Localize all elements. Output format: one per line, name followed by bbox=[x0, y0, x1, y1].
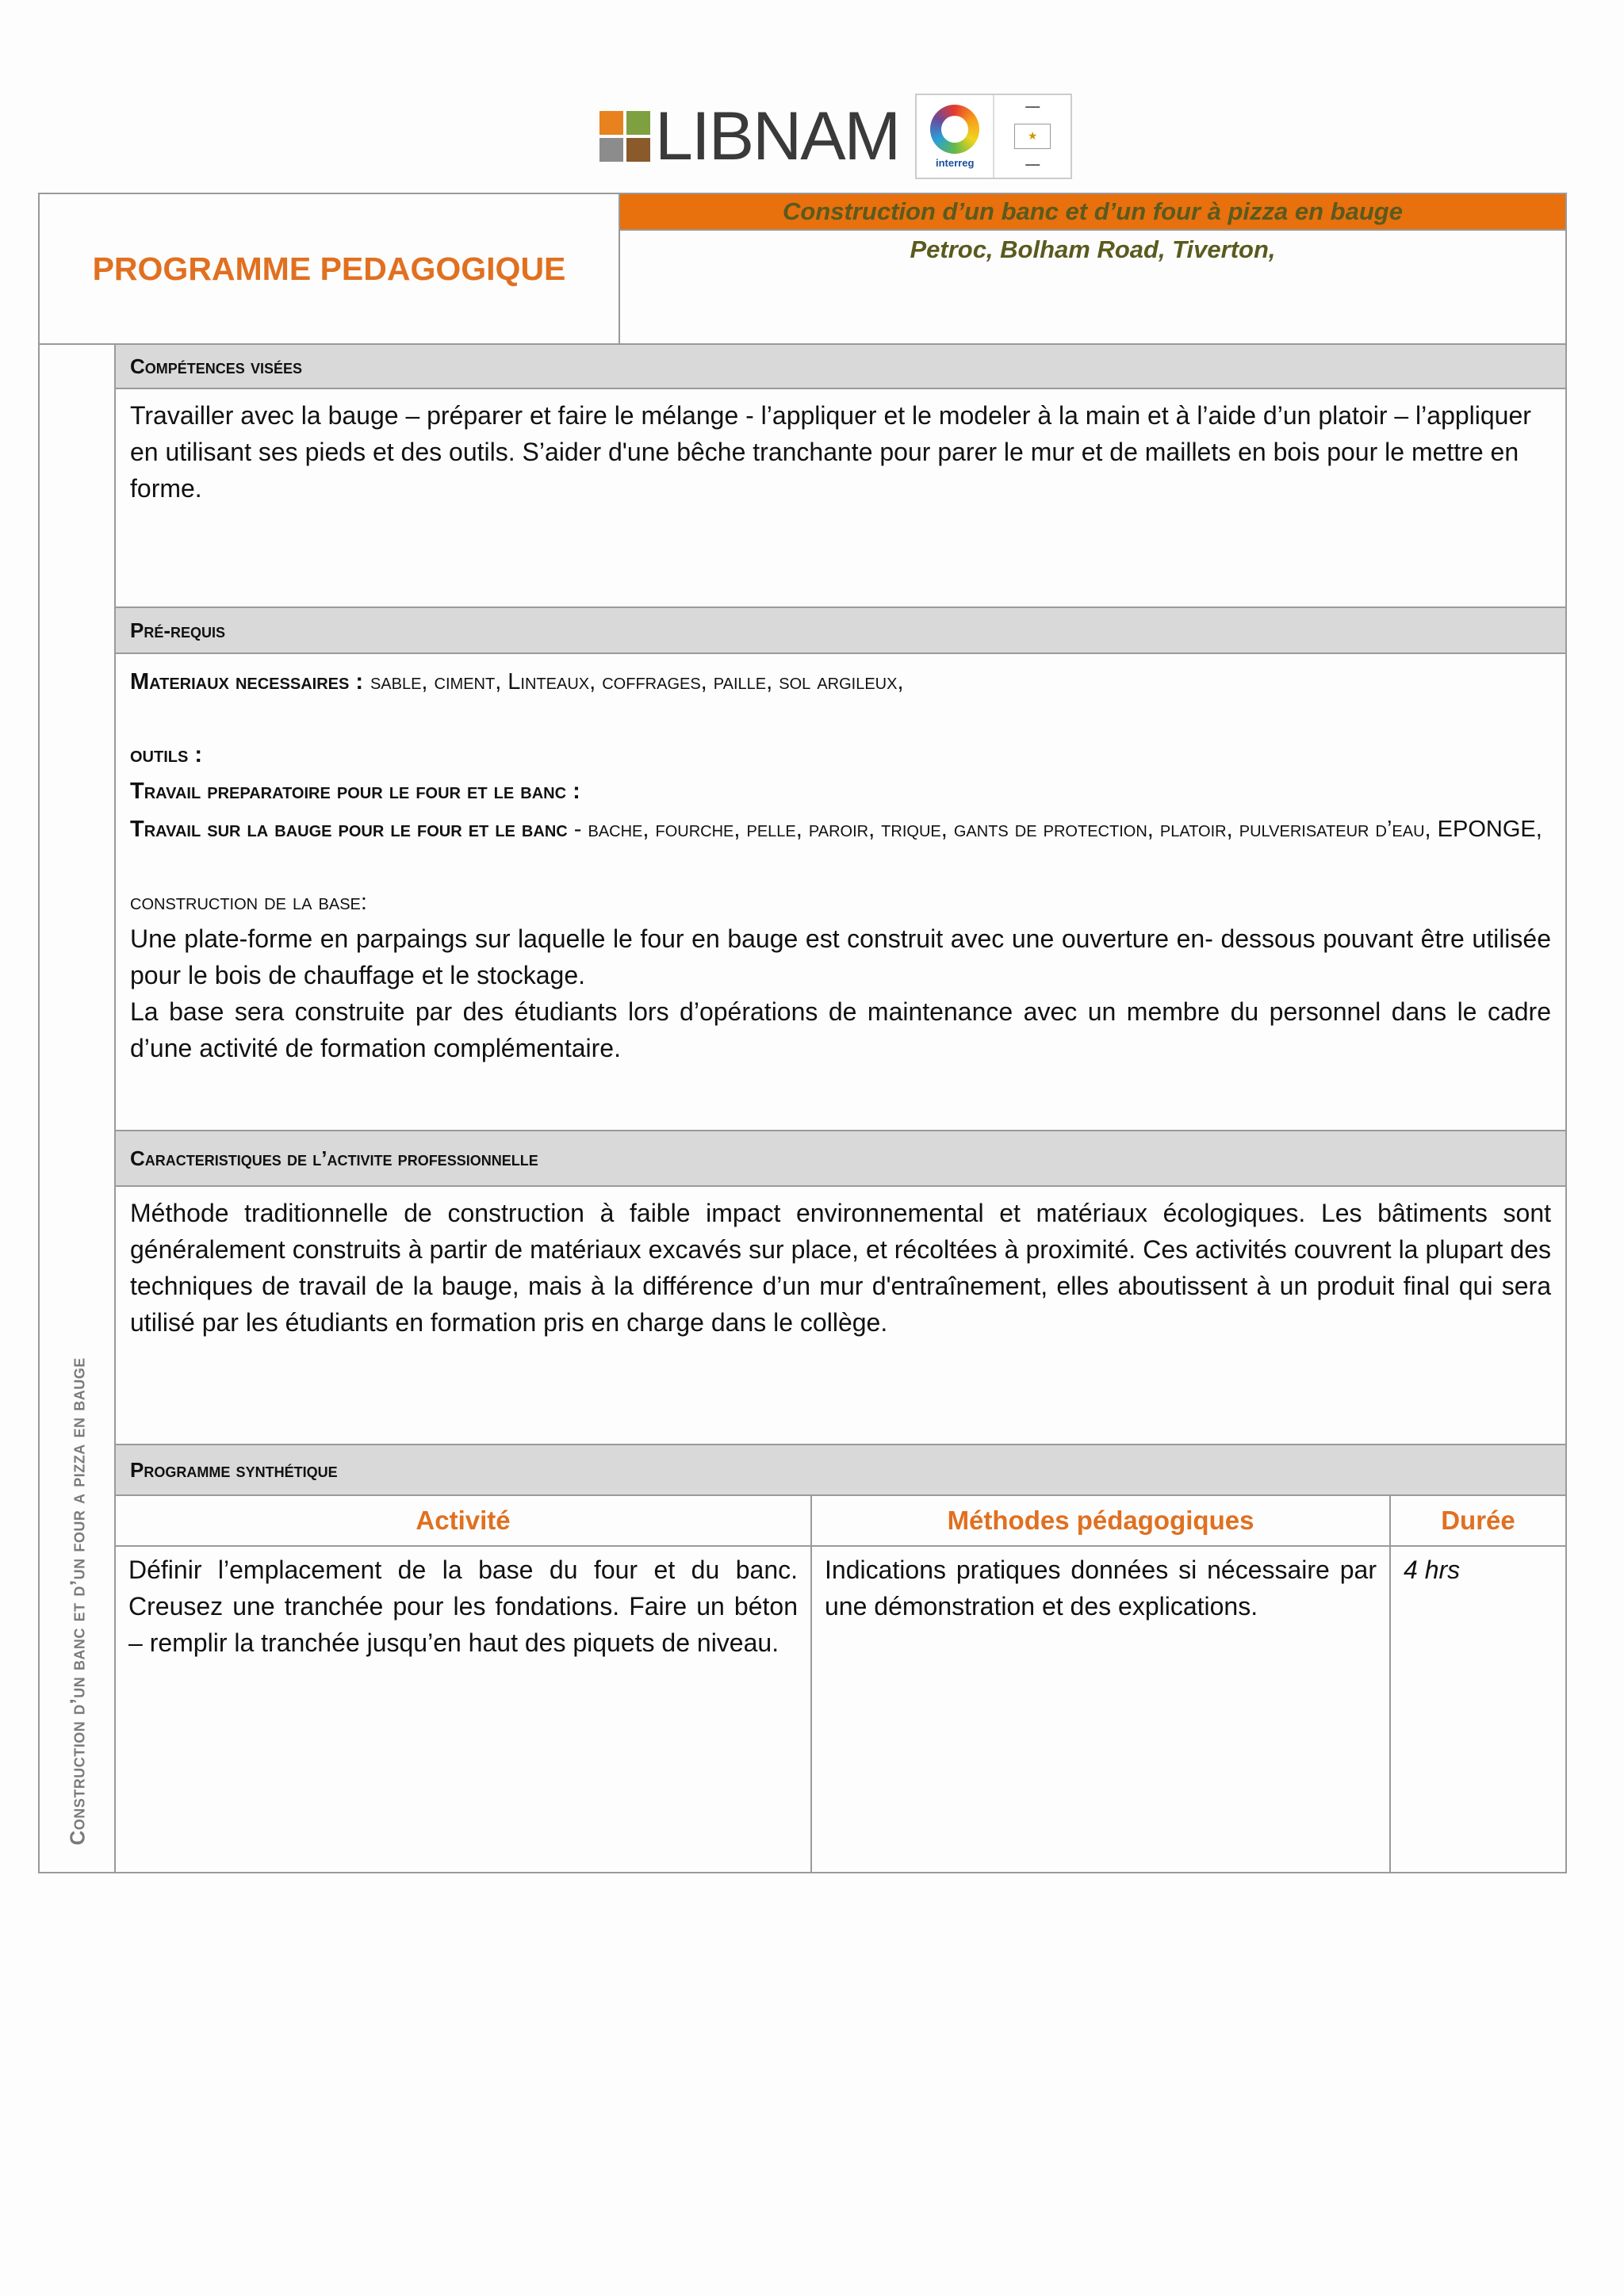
prerequis-heading: Pré-requis bbox=[116, 608, 1565, 654]
course-location: Petroc, Bolham Road, Tiverton, bbox=[910, 235, 1276, 263]
logo-square-orange bbox=[599, 111, 623, 135]
row-methodes: Indications pratiques données si nécessaire par une démonstration et des explications. bbox=[810, 1547, 1389, 1872]
travail-bauge-list: - bache, fourche, pelle, paroir, trique, gants de protection, platoir, pulverisateur d’eau, EPONGE, bbox=[567, 817, 1542, 842]
outils-label: outils : bbox=[130, 742, 203, 767]
program-title: PROGRAMME PEDAGOGIQUE bbox=[92, 250, 566, 287]
title-row bbox=[40, 194, 1565, 345]
programme-table bbox=[116, 1496, 1565, 1872]
header-logo bbox=[599, 94, 1072, 179]
competences-text: Travailler avec la bauge – préparer et faire le mélange - l’appliquer et le modeler à la main et à l’aide d’un platoir – l’appliquer en utilisant ses pieds et des outils. S’aider d'une bêche tranchante pour parer le mur et de maillets en bois pour le mettre en forme. bbox=[130, 401, 1531, 503]
side-column: Construction d’un banc et d’un four a pizza en bauge bbox=[40, 345, 116, 1872]
competences-body bbox=[116, 389, 1565, 608]
row-duree: 4 hrs bbox=[1389, 1547, 1565, 1872]
libnam-logo-text: LIBNAM bbox=[655, 98, 900, 174]
materiaux-list: sable, ciment, Linteaux, coffrages, paille, sol argileux, bbox=[370, 669, 904, 695]
travail-prep-label: Travail preparatoire pour le four et le banc : bbox=[130, 779, 580, 804]
programme-frame bbox=[38, 193, 1567, 1873]
prerequis-body bbox=[116, 654, 1565, 1131]
main-column bbox=[116, 345, 1565, 1872]
materiaux-label: Materiaux necessaires : bbox=[130, 669, 364, 695]
competences-heading: Compétences visées bbox=[116, 345, 1565, 389]
col-header-activite: Activité bbox=[116, 1496, 810, 1547]
course-band bbox=[620, 194, 1565, 231]
title-cell bbox=[40, 194, 620, 343]
caracteristiques-heading: Caracteristiques de l’activite professionnelle bbox=[116, 1131, 1565, 1187]
travail-bauge-label: Travail sur la bauge pour le four et le banc bbox=[130, 817, 568, 842]
base-text-2: La base sera construite par des étudiants lors d’opérations de maintenance avec un membre du personnel dans le cadre d’une activité de formation complémentaire. bbox=[130, 997, 1551, 1062]
logo-square-brown bbox=[626, 138, 650, 162]
interreg-logo bbox=[915, 94, 1072, 179]
programme-heading: Programme synthétique bbox=[116, 1445, 1565, 1496]
body-row bbox=[40, 345, 1565, 1872]
caracteristiques-text: Méthode traditionnelle de construction à faible impact environnemental et matériaux écologiques. Les bâtiments sont généralement construits à partir de matériaux excavés sur place, et récoltées à proximité. Ces activités couvrent la plupart des techniques de travail de la bauge, mais à la différence d’un mur d'entraînement, elles aboutissent à un produit final qui sera utilisé par les étudiants en formation pris en charge dans le collège. bbox=[130, 1199, 1551, 1337]
base-text-1: Une plate-forme en parpaings sur laquelle le four en bauge est construit avec une ouverture en- dessous pouvant être utilisée pour le bois de chauffage et le stockage. bbox=[130, 924, 1551, 989]
course-title: Construction d’un banc et d’un four à pizza en bauge bbox=[783, 197, 1403, 225]
caracteristiques-body bbox=[116, 1187, 1565, 1445]
interreg-ring-icon bbox=[930, 105, 979, 154]
interreg-label: interreg bbox=[936, 156, 975, 169]
row-activite: Définir l’emplacement de la base du four et du banc. Creusez une tranchée pour les fondations. Faire un béton – remplir la tranchée jusqu’en haut des piquets de niveau. bbox=[128, 1556, 798, 1657]
libnam-logo-mark bbox=[599, 111, 650, 162]
materiaux-line bbox=[130, 662, 1551, 700]
eu-flag-icon: ★ bbox=[1014, 124, 1051, 149]
course-cell bbox=[620, 194, 1565, 343]
base-label: construction de la base: bbox=[130, 890, 367, 915]
col-header-methodes: Méthodes pédagogiques bbox=[810, 1496, 1389, 1547]
col-header-duree: Durée bbox=[1389, 1496, 1565, 1547]
travail-bauge-line bbox=[130, 809, 1551, 848]
logo-square-grey bbox=[599, 138, 623, 162]
erdf-caption-fr: ▬▬▬ bbox=[1025, 162, 1040, 167]
logo-square-green bbox=[626, 111, 650, 135]
erdf-caption: ▬▬▬ bbox=[1025, 105, 1040, 110]
